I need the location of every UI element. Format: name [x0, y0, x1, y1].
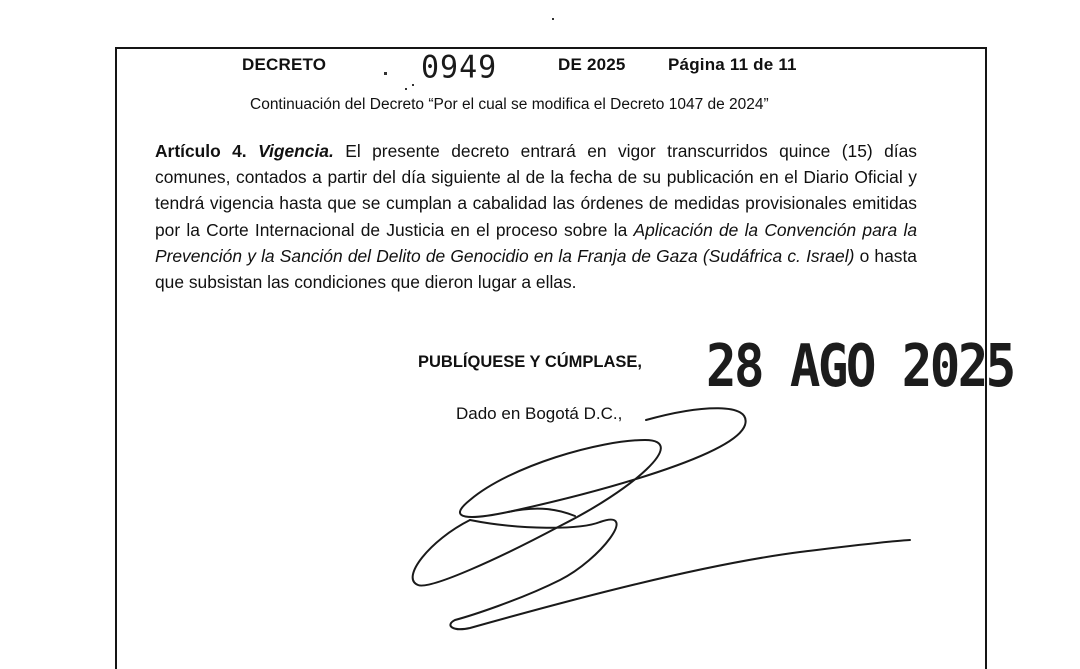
date-stamp: 28 AGO 2025: [706, 331, 1014, 400]
article-number: Artículo 4.: [155, 141, 247, 161]
article-text-part1: El presente decreto entrará en vigor transcurridos quince (15) días comunes, contados a partir del día siguiente al de la fecha de su publicación en el Diario Oficial y tendrá vigencia hasta que se cumplan a cabalidad las órdenes de medidas provisionales emitidas por la Corte Internacional de Justicia en el proceso sobre la: [155, 141, 917, 240]
scan-speck: [412, 84, 414, 86]
article-text-part2: o hasta que subsistan las condiciones que dieron lugar a ellas.: [155, 245, 917, 293]
publish-label: PUBLÍQUESE Y CÚMPLASE,: [418, 353, 643, 371]
decree-year: DE 2025: [558, 55, 626, 74]
decree-label: DECRETO: [242, 55, 327, 74]
page-number: Página 11 de 11: [668, 55, 797, 74]
scan-speck: [384, 72, 387, 75]
decree-number: 0949: [421, 49, 498, 86]
article-heading: Vigencia.: [258, 141, 334, 161]
article-case-name: Aplicación de la Convención para la Prevención y la Sanción del Delito de Genocidio en la Franja de Gaza (Sudáfrica c. Israel): [155, 219, 917, 266]
article-4: [155, 138, 917, 295]
scan-speck: [405, 88, 407, 90]
scan-speck: [552, 18, 554, 20]
document-subtitle: Continuación del Decreto “Por el cual se modifica el Decreto 1047 de 2024”: [250, 96, 769, 113]
place-label: Dado en Bogotá D.C.,: [456, 404, 623, 423]
